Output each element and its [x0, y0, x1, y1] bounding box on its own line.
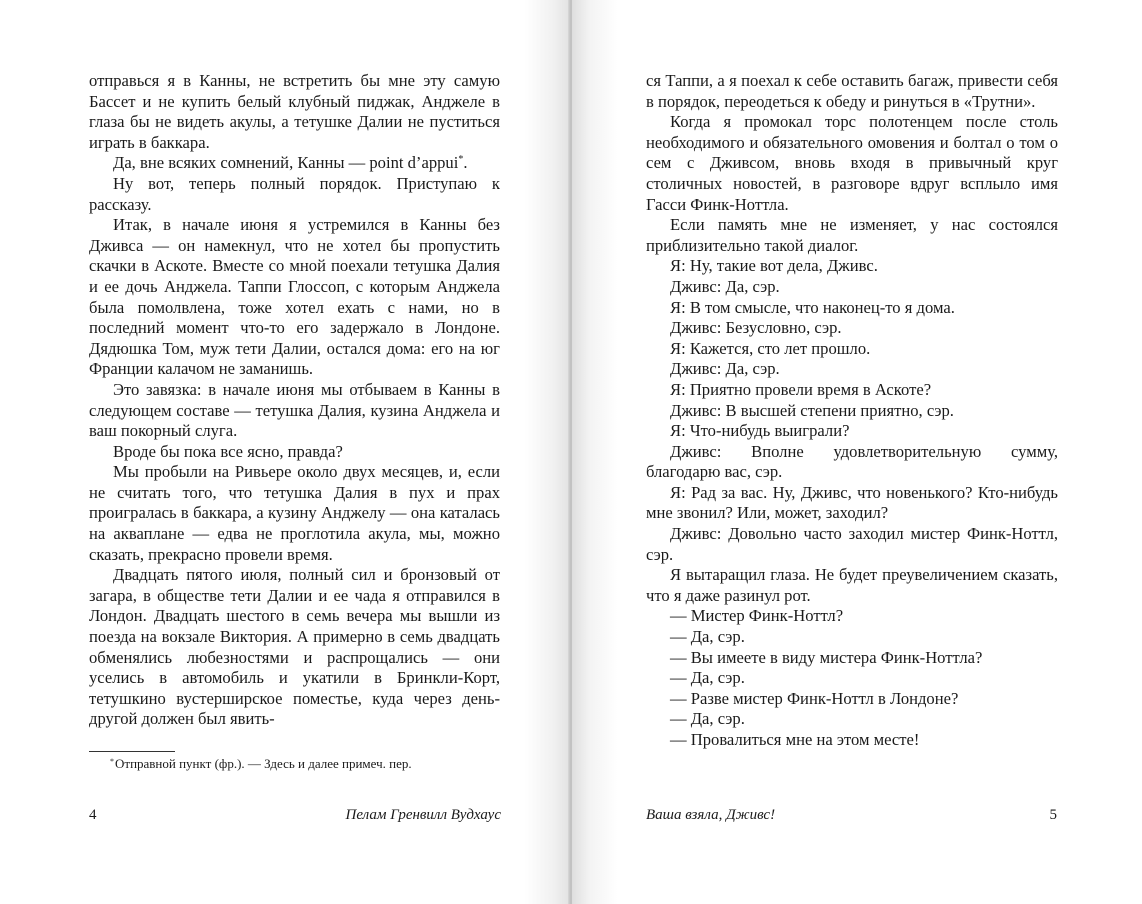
footnote-reference: *: [458, 154, 464, 166]
left-page-text: [89, 71, 500, 730]
dialogue-line: — Да, сэр.: [670, 627, 745, 647]
dialogue-line: Дживс: Да, сэр.: [670, 359, 780, 379]
footnote-rule: [89, 751, 175, 752]
paragraph: Ну вот, теперь полный порядок. Приступаю к рассказу.: [89, 173, 500, 214]
paragraph: Вроде бы пока все ясно, правда?: [113, 441, 343, 461]
footnote-text: Отправной пункт (фр.). — Здесь и далее примеч. пер.: [115, 756, 412, 771]
page-number: 4: [89, 807, 97, 823]
dialogue-line: Дживс: Вполне удовлетворительную сумму, благодарю вас, сэр.: [646, 441, 1058, 482]
footnote-mark: *: [110, 757, 114, 766]
dialogue-line: — Мистер Финк-Ноттл?: [670, 606, 844, 626]
paragraph: Если память мне не изменяет, у нас состоялся приблизительно такой диалог.: [646, 215, 1058, 255]
paragraph: Это завязка: в начале июня мы отбываем в Канны в следующем составе — тетушка Далия, кузина Анджела и ваш покорный слуга.: [89, 379, 500, 441]
running-title: Ваша взяла, Дживс!: [646, 807, 776, 823]
paragraph: Когда я промокал торс полотенцем после столь необходимого и обязательного омовения и болтал о том о сем с Дживсом, вновь входя в привычный круг столичных новостей, в разговоре вдруг всплыло имя Гасси Финк-Ноттла.: [646, 112, 1058, 214]
paragraph: ся Таппи, а я поехал к себе оставить багаж, привести себя в порядок, переодеться к обеду и ринуться в «Трутни».: [646, 71, 1058, 111]
dialogue-line: Дживс: Безусловно, сэр.: [670, 318, 842, 338]
dialogue-line: Я: Что-нибудь выиграли?: [670, 421, 850, 441]
dialogue-line: Я: Приятно провели время в Аскоте?: [670, 379, 932, 399]
paragraph: Я вытаращил глаза. Не будет преувеличением сказать, что я даже разинул рот.: [646, 565, 1058, 605]
dialogue-line: Дживс: Да, сэр.: [670, 276, 780, 296]
page-number: 5: [1049, 807, 1057, 823]
right-page: [572, 0, 1142, 904]
footnote: [89, 756, 509, 772]
paragraph: отправься я в Канны, не встретить бы мне эту самую Бассет и не купить белый клубный пиджак, Анджеле в глаза бы не видеть акулы, а тетушке Далии не пуститься играть в баккара.: [89, 71, 500, 152]
dialogue-line: — Провалиться мне на этом месте!: [670, 730, 920, 749]
right-page-text: [646, 71, 1058, 751]
dialogue-line: — Разве мистер Финк-Ноттл в Лондоне?: [670, 688, 959, 708]
paragraph-text: Да, вне всяких сомнений, Канны — point d’appui: [113, 153, 459, 173]
dialogue-line: Я: Кажется, сто лет прошло.: [670, 338, 871, 358]
running-title: Пелам Гренвилл Вудхаус: [345, 807, 501, 823]
dialogue-line: Дживс: В высшей степени приятно, сэр.: [670, 400, 954, 420]
paragraph: Двадцать пятого июля, полный сил и бронзовый от загара, в обществе тети Далии и ее чада я отправился в Лондон. Двадцать шестого в семь вечера мы вышли из поезда на вокзале Виктория. А примерно в семь двадцать обменялись любезностями и распрощались — они уселись в автомобиль и укатили в Бринкли-Корт, тетушкино вустерширское поместье, куда через день-другой должен был явить-: [89, 565, 500, 729]
left-page: [0, 0, 570, 904]
dialogue-line: Дживс: Довольно часто заходил мистер Финк-Ноттл, сэр.: [646, 524, 1058, 564]
paragraph: Мы пробыли на Ривьере около двух месяцев, и, если не считать того, что тетушка Далия в пух и прах проигралась в баккара, а кузину Анджелу — она каталась на акваплане — едва не проглотила акула, мы, можно сказать, прекрасно провели время.: [89, 462, 500, 564]
dialogue-line: — Вы имеете в виду мистера Финк-Ноттла?: [670, 647, 983, 667]
dialogue-line: Я: Рад за вас. Ну, Дживс, что новенького? Кто-нибудь мне звонил? Или, может, заходил?: [646, 482, 1058, 523]
dialogue-line: — Да, сэр.: [670, 668, 745, 688]
paragraph: Итак, в начале июня я устремился в Канны без Дживса — он намекнул, что не хотел бы пропустить скачки в Аскоте. Вместе со мной поехали тетушка Далия и ее дочь Анджела. Таппи Глоссоп, с которым Анджела была помолвлена, тоже хотел ехать с нами, но в последний момент что-то его задержало в Лондоне. Дядюшка Том, муж тети Далии, остался дома: его на юг Франции калачом не заманишь.: [89, 215, 500, 379]
dialogue-line: — Да, сэр.: [670, 709, 745, 729]
dialogue-line: Я: В том смысле, что наконец-то я дома.: [670, 297, 955, 317]
dialogue-line: Я: Ну, такие вот дела, Дживс.: [670, 256, 878, 276]
paragraph: Да, вне всяких сомнений, Канны — point d’appui*.: [113, 153, 468, 173]
